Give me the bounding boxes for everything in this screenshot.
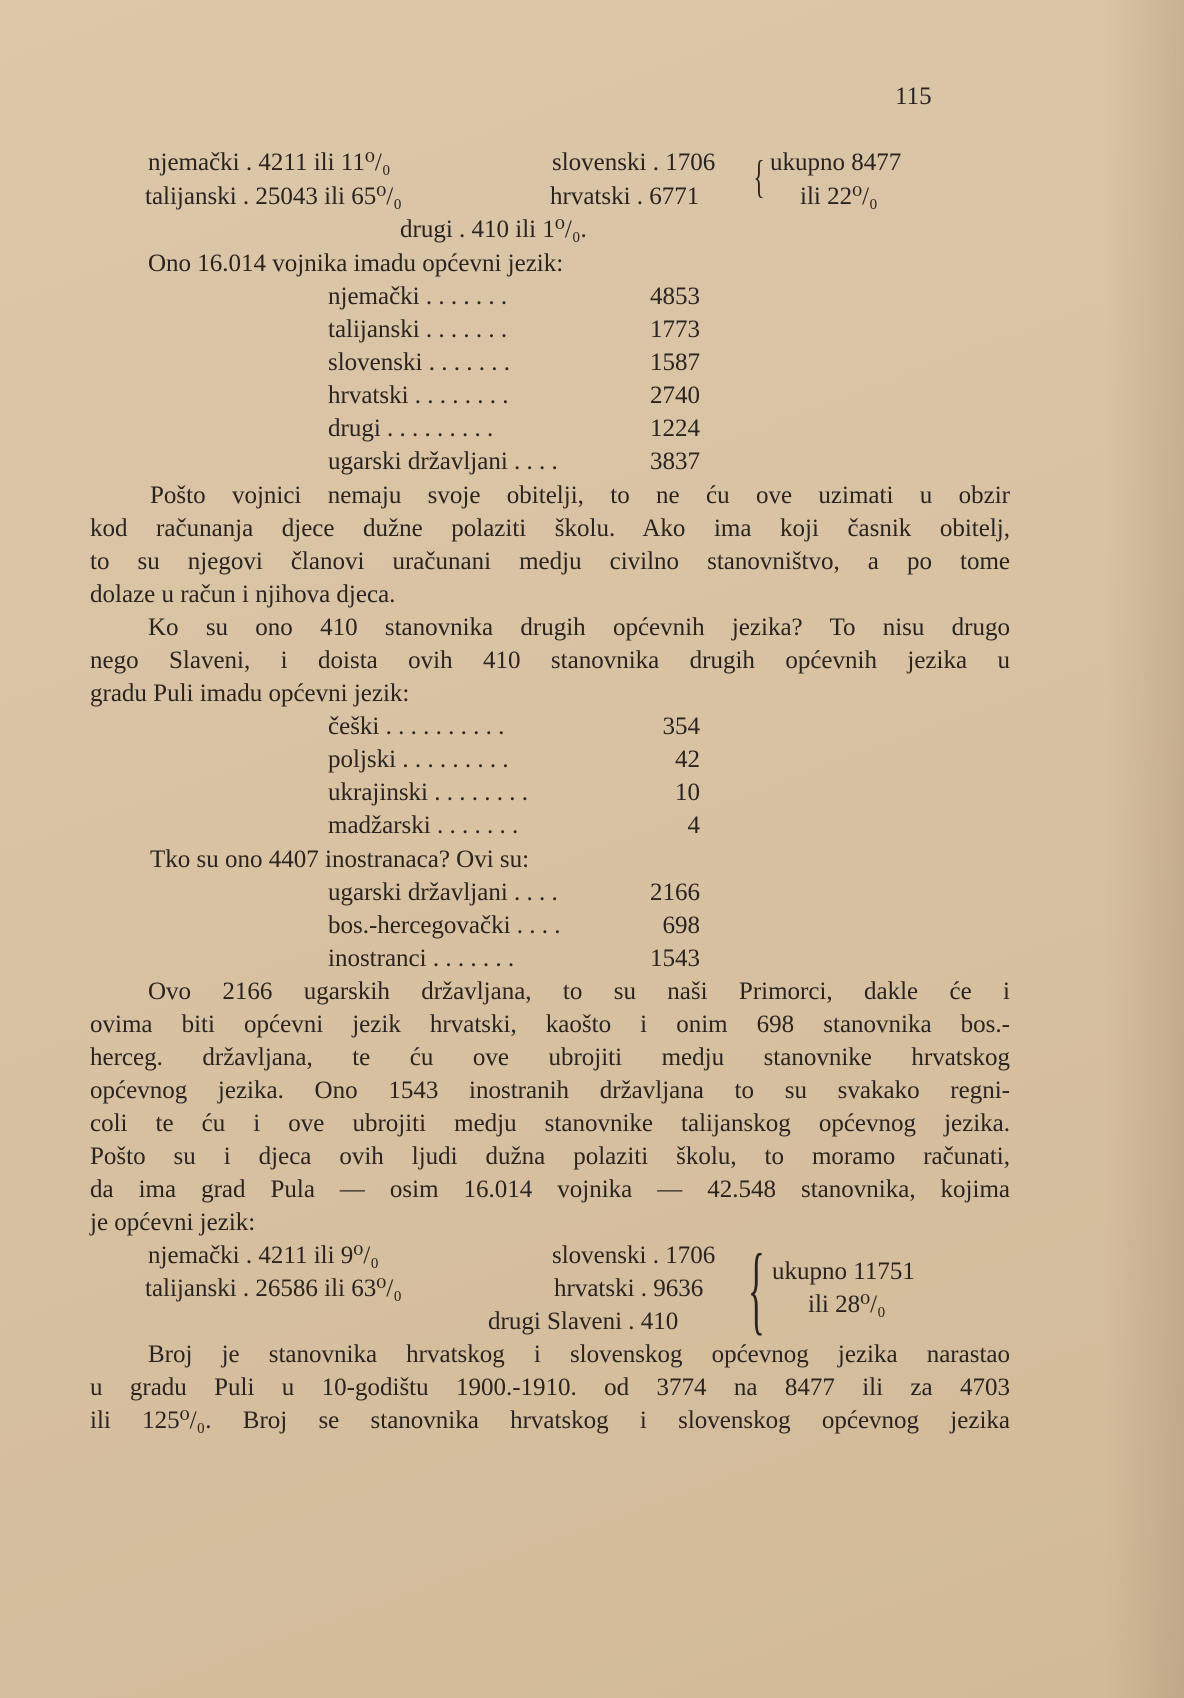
text-line: da ima grad Pula — osim 16.014 vojnika — 42.548 stanovnika, kojima (90, 1176, 1010, 1203)
stat-total-percent: ili 28⁰/₀ (808, 1291, 886, 1318)
text-line: ili 125⁰/₀. Broj se stanovnika hrvatskog i slovenskog općevnog jezika (90, 1407, 1010, 1434)
item-value: 4853 (650, 283, 700, 310)
brace-top: { (753, 151, 765, 202)
page-number: 115 (895, 83, 932, 110)
item-label: slovenski . . . . . . . (328, 349, 510, 376)
stat-other-slavs: drugi Slaveni . 410 (488, 1308, 679, 1335)
item-label: ugarski državljani . . . . (328, 879, 558, 906)
item-value: 10 (675, 779, 700, 806)
text-line: Pošto vojnici nemaju svoje obitelji, to ne ću ove uzimati u obzir (150, 482, 1010, 509)
stat-slovene: slovenski . 1706 (552, 1242, 716, 1269)
item-label: njemački . . . . . . . (328, 283, 508, 310)
item-label: inostranci . . . . . . . (328, 945, 515, 972)
text-line: herceg. državljana, te ću ove ubrojiti medju stanovnike hrvatskog (90, 1044, 1010, 1071)
stat-german: njemački . 4211 ili 9⁰/₀ (148, 1242, 379, 1269)
item-label: talijanski . . . . . . . (328, 316, 508, 343)
stat-total: ukupno 11751 (772, 1258, 915, 1285)
foreigners-intro: Tko su ono 4407 inostranaca? Ovi su: (150, 846, 530, 873)
text-line: gradu Puli imadu općevni jezik: (90, 680, 410, 707)
text-line: je općevni jezik: (90, 1209, 256, 1236)
item-value: 2740 (650, 382, 700, 409)
item-label: madžarski . . . . . . . (328, 812, 519, 839)
item-value: 1773 (650, 316, 700, 343)
item-label: ukrajinski . . . . . . . . (328, 779, 528, 806)
stat-italian: talijanski . 26586 ili 63⁰/₀ (145, 1275, 402, 1302)
item-label: ugarski državljani . . . . (328, 448, 558, 475)
item-label: poljski . . . . . . . . . (328, 746, 509, 773)
text-line: u gradu Puli u 10-godištu 1900.-1910. od 3774 na 8477 ili za 4703 (90, 1374, 1010, 1401)
text-line: Pošto su i djeca ovih ljudi dužna polaziti školu, to moramo računati, (90, 1143, 1010, 1170)
item-value: 1224 (650, 415, 700, 442)
item-label: bos.-hercegovački . . . . (328, 912, 561, 939)
stat-total: ukupno 8477 (770, 149, 902, 176)
item-value: 4 (687, 812, 700, 839)
text-line: Ko su ono 410 stanovnika drugih općevnih jezika? To nisu drugo (148, 614, 1010, 641)
item-value: 3837 (650, 448, 700, 475)
stat-croatian: hrvatski . 6771 (550, 183, 700, 210)
stat-croatian: hrvatski . 9636 (554, 1275, 704, 1302)
item-value: 2166 (650, 879, 700, 906)
stat-slovene: slovenski . 1706 (552, 149, 716, 176)
page-edge-shadow (1104, 0, 1184, 1698)
item-label: hrvatski . . . . . . . . (328, 382, 509, 409)
soldiers-intro: Ono 16.014 vojnika imadu općevni jezik: (148, 250, 564, 277)
brace-bottom: { (748, 1233, 765, 1344)
text-line: Broj je stanovnika hrvatskog i slovenskog općevnog jezika narastao (148, 1341, 1010, 1368)
item-value: 354 (662, 713, 700, 740)
text-line: Ovo 2166 ugarskih državljana, to su naši Primorci, dakle će i (148, 978, 1010, 1005)
text-line: nego Slaveni, i doista ovih 410 stanovnika drugih općevnih jezika u (90, 647, 1010, 674)
item-value: 1543 (650, 945, 700, 972)
stat-total-percent: ili 22⁰/₀ (800, 183, 878, 210)
text-line: općevnog jezika. Ono 1543 inostranih državljana to su svakako regni- (90, 1077, 1010, 1104)
text-line: kod računanja djece dužne polaziti školu. Ako ima koji časnik obitelj, (90, 515, 1010, 542)
item-label: drugi . . . . . . . . . (328, 415, 494, 442)
stat-german: njemački . 4211 ili 11⁰/₀ (148, 149, 391, 176)
item-label: češki . . . . . . . . . . (328, 713, 505, 740)
text-line: to su njegovi članovi uračunani medju civilno stanovništvo, a po tome (90, 548, 1010, 575)
text-line: ovima biti općevni jezik hrvatski, kaošto i onim 698 stanovnika bos.- (90, 1011, 1010, 1038)
text-line: dolaze u račun i njihova djeca. (90, 581, 396, 608)
stat-other: drugi . 410 ili 1⁰/₀. (400, 216, 587, 243)
stat-italian: talijanski . 25043 ili 65⁰/₀ (145, 183, 402, 210)
item-value: 42 (675, 746, 700, 773)
item-value: 698 (662, 912, 700, 939)
item-value: 1587 (650, 349, 700, 376)
text-line: coli te ću i ove ubrojiti medju stanovnike talijanskog općevnog jezika. (90, 1110, 1010, 1137)
